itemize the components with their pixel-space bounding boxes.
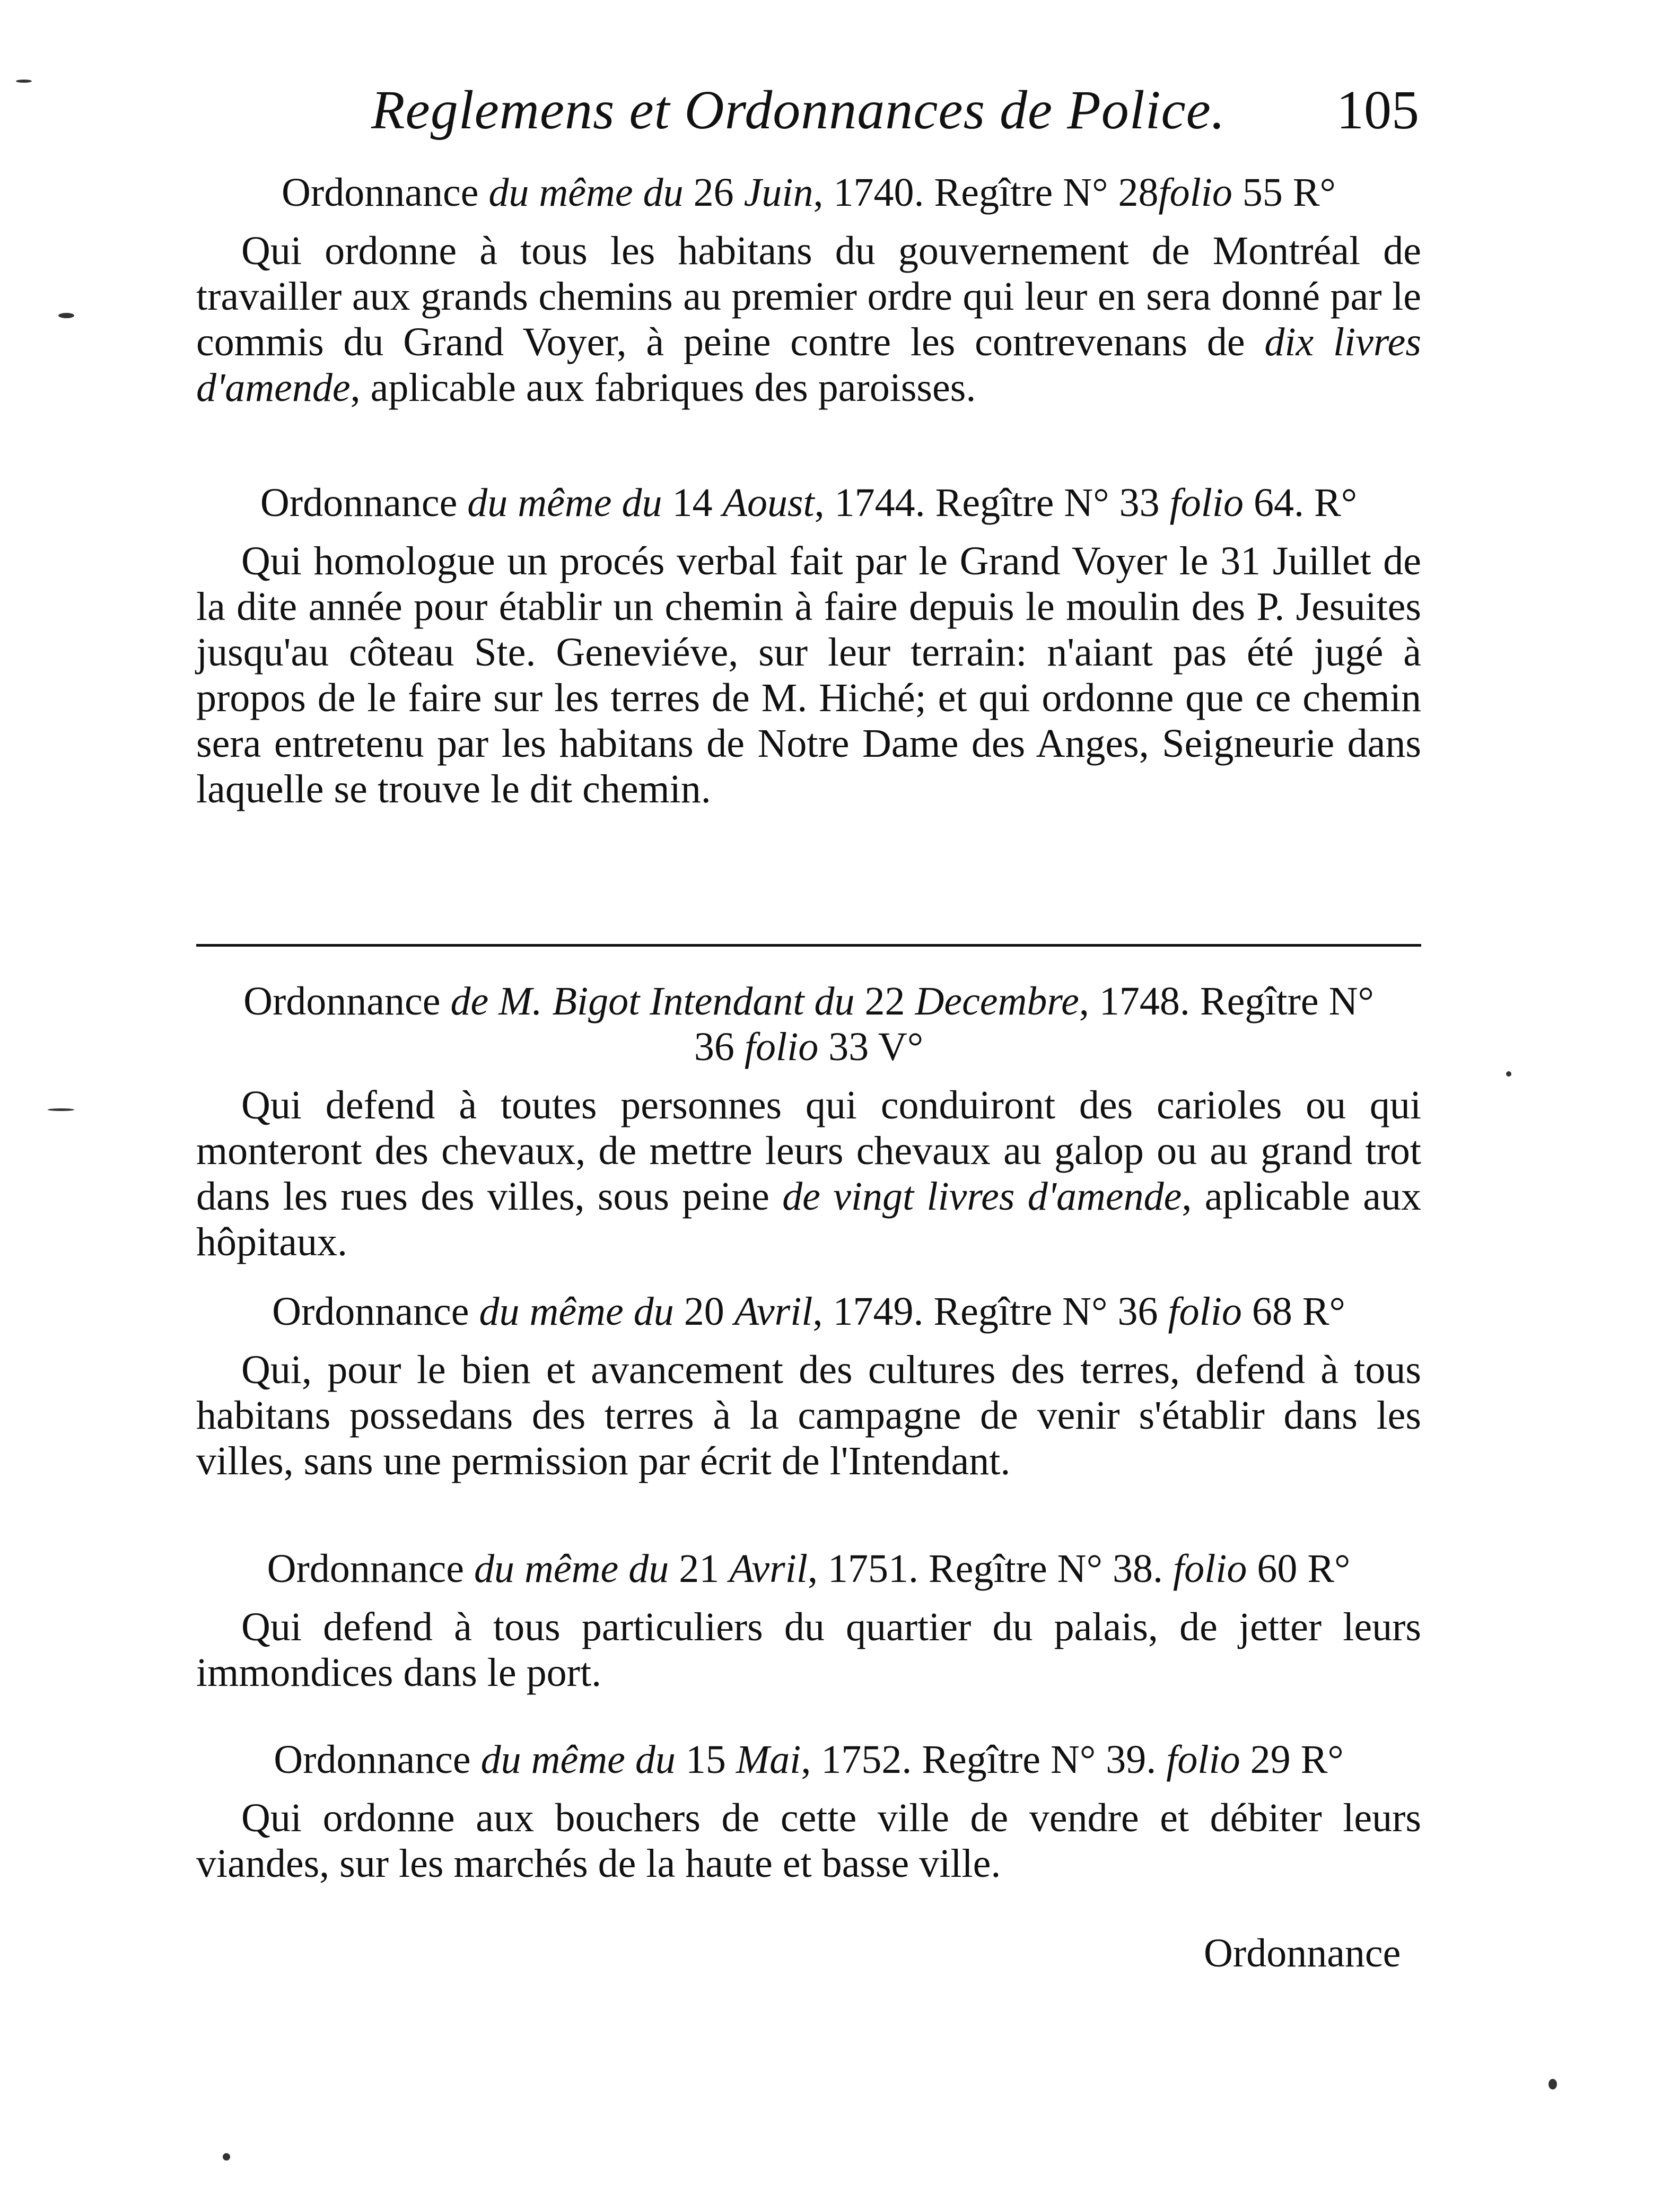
page-number: 105 xyxy=(1336,80,1419,141)
ordonnance-entry-4 xyxy=(196,1289,1421,1484)
ordonnance-entry-6 xyxy=(196,1737,1421,1886)
entry-body: Qui defend à toutes personnes qui conduiront des carioles ou qui monteront des chevaux, de mettre leurs chevaux au galop ou au grand trot dans les rues des villes, sous peine de vingt livres d'amende, aplicable aux hôpitaux. xyxy=(196,1083,1421,1264)
entry-heading: Ordonnance du même du 20 Avril, 1749. Regître N° 36 folio 68 R° xyxy=(272,1289,1345,1334)
entry-body: Qui, pour le bien et avancement des cultures des terres, defend à tous habitans possedans des terres à la campagne de venir s'établir dans les villes, sans une permission par écrit de l'Intendant. xyxy=(196,1348,1421,1483)
scan-speck xyxy=(48,1108,74,1111)
ordonnance-entry-2 xyxy=(196,480,1421,812)
ordonnance-entry-3 xyxy=(196,978,1421,1265)
entry-body: Qui defend à tous particuliers du quartier du palais, de jetter leurs immondices dans le port. xyxy=(196,1605,1421,1695)
scan-speck xyxy=(223,2153,230,2161)
scan-speck xyxy=(1548,2079,1557,2089)
entry-heading: Ordonnance du même du 21 Avril, 1751. Regître N° 38. folio 60 R° xyxy=(267,1546,1351,1591)
entry-body: Qui ordonne à tous les habitans du gouvernement de Montréal de travailler aux grands chemins au premier ordre qui leur en sera donné par le commis du Grand Voyer, à peine contre les contrevenans de dix livres d'amende, aplicable aux fabriques des paroisses. xyxy=(196,229,1421,410)
section-divider-rule xyxy=(196,944,1421,947)
ordonnance-entry-1 xyxy=(196,170,1421,410)
catchword: Ordonnance xyxy=(1204,1931,1401,1975)
entry-body: Qui ordonne aux bouchers de cette ville de vendre et débiter leurs viandes, sur les marchés de la haute et basse ville. xyxy=(196,1796,1421,1886)
running-head: Reglemens et Ordonnances de Police. xyxy=(371,80,1226,141)
entry-heading: Ordonnance du même du 26 Juin, 1740. Regître N° 28folio 55 R° xyxy=(282,170,1336,215)
scan-speck xyxy=(1506,1071,1511,1077)
entry-heading: Ordonnance de M. Bigot Intendant du 22 Decembre, 1748. Regître N° 36 folio 33 V° xyxy=(243,979,1374,1069)
scan-speck xyxy=(58,313,74,318)
scan-speck xyxy=(16,80,32,83)
ordonnance-entry-5 xyxy=(196,1546,1421,1695)
entry-heading: Ordonnance du même du 15 Mai, 1752. Regître N° 39. folio 29 R° xyxy=(274,1737,1344,1782)
entry-heading: Ordonnance du même du 14 Aoust, 1744. Regître N° 33 folio 64. R° xyxy=(260,480,1358,525)
entry-body: Qui homologue un procés verbal fait par le Grand Voyer le 31 Juillet de la dite année pour établir un chemin à faire depuis le moulin des P. Jesuites jusqu'au côteau Ste. Geneviéve, sur leur terrain: n'aiant pas été jugé à propos de le faire sur les terres de M. Hiché; et qui ordonne que ce chemin sera entretenu par les habitans de Notre Dame des Anges, Seigneurie dans laquelle se trouve le dit chemin. xyxy=(196,539,1421,811)
